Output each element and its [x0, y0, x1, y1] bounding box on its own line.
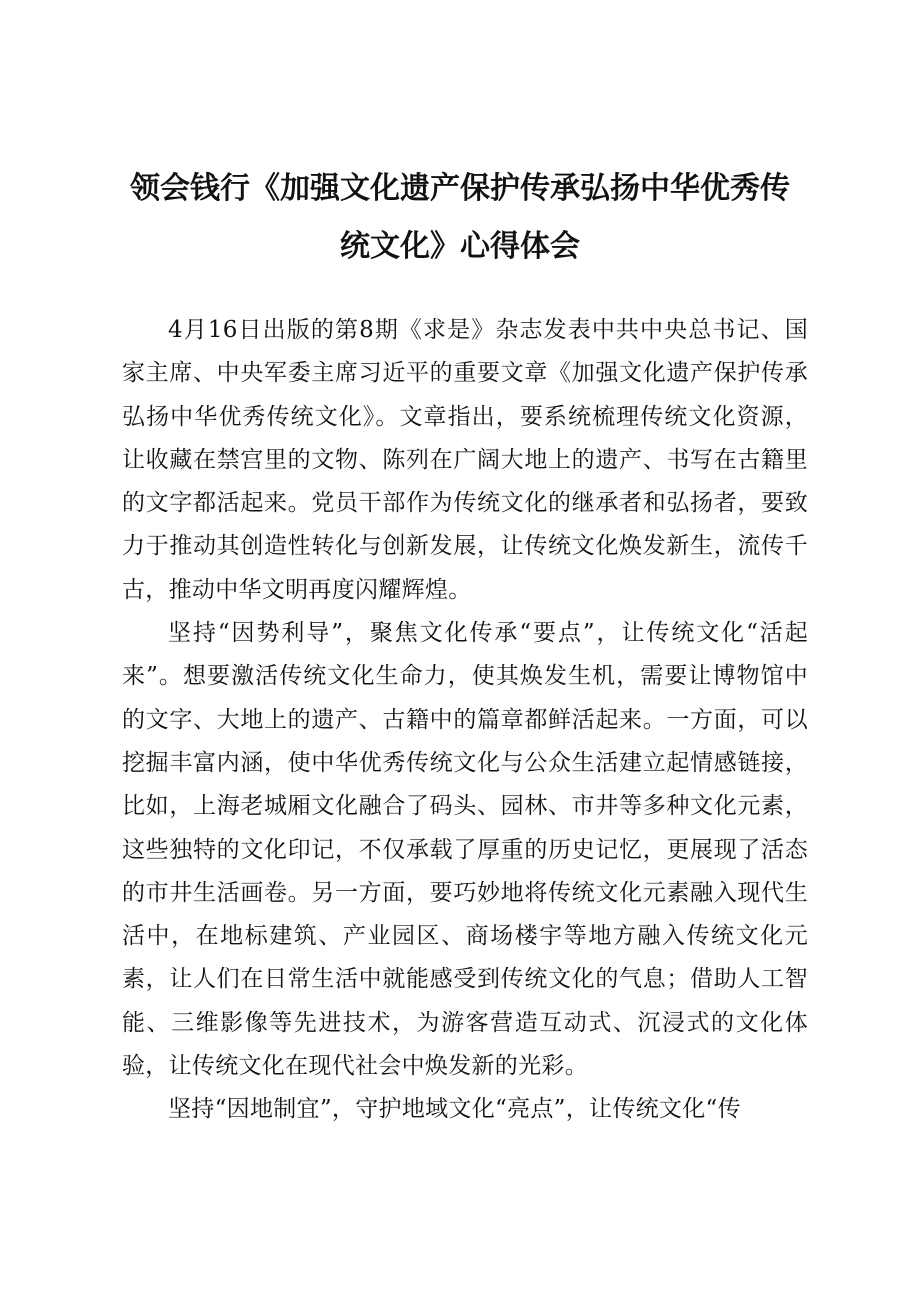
- document-title: 领会钱行《加强文化遗产保护传承弘扬中华优秀传统文化》心得体会: [130, 171, 790, 264]
- paragraph-3: 坚持“因地制宜”，守护地域文化“亮点”，让传统文化“传: [168, 1096, 741, 1123]
- paragraph-2: 坚持“因势利导”，聚焦文化传承“要点”，让传统文化“活起来”。想要激活传统文化生命力，使其焕发生机，需要让博物馆中的文字、大地上的遗产、古籍中的篇章都鲜活起来。一方面，可以挖掘丰富内涵，使中华优秀传统文化与公众生活建立起情感链接，比如，上海老城厢文化融合了码头、园林、市井等多种文化元素，这些独特的文化印记，不仅承载了厚重的历史记忆，更展现了活态的市井生活画卷。另一方面，要巧妙地将传统文化元素融入现代生活中，在地标建筑、产业园区、商场楼宇等地方融入传统文化元素，让人们在日常生活中就能感受到传统文化的气息；借助人工智能、三维影像等先进技术，为游客营造互动式、沉浸式的文化体验，让传统文化在现代社会中焕发新的光彩。: [122, 620, 808, 1080]
- paragraph-1: 4月16日出版的第8期《求是》杂志发表中共中央总书记、国家主席、中央军委主席习近平的重要文章《加强文化遗产保护传承弘扬中华优秀传统文化》。文章指出，要系统梳理传统文化资源，让收藏在禁宫里的文物、陈列在广阔大地上的遗产、书写在古籍里的文字都活起来。党员干部作为传统文化的继承者和弘扬者，要致力于推动其创造性转化与创新发展，让传统文化焕发新生，流传千古，推动中华文明再度闪耀辉煌。: [122, 317, 808, 603]
- document-body: [122, 309, 808, 1132]
